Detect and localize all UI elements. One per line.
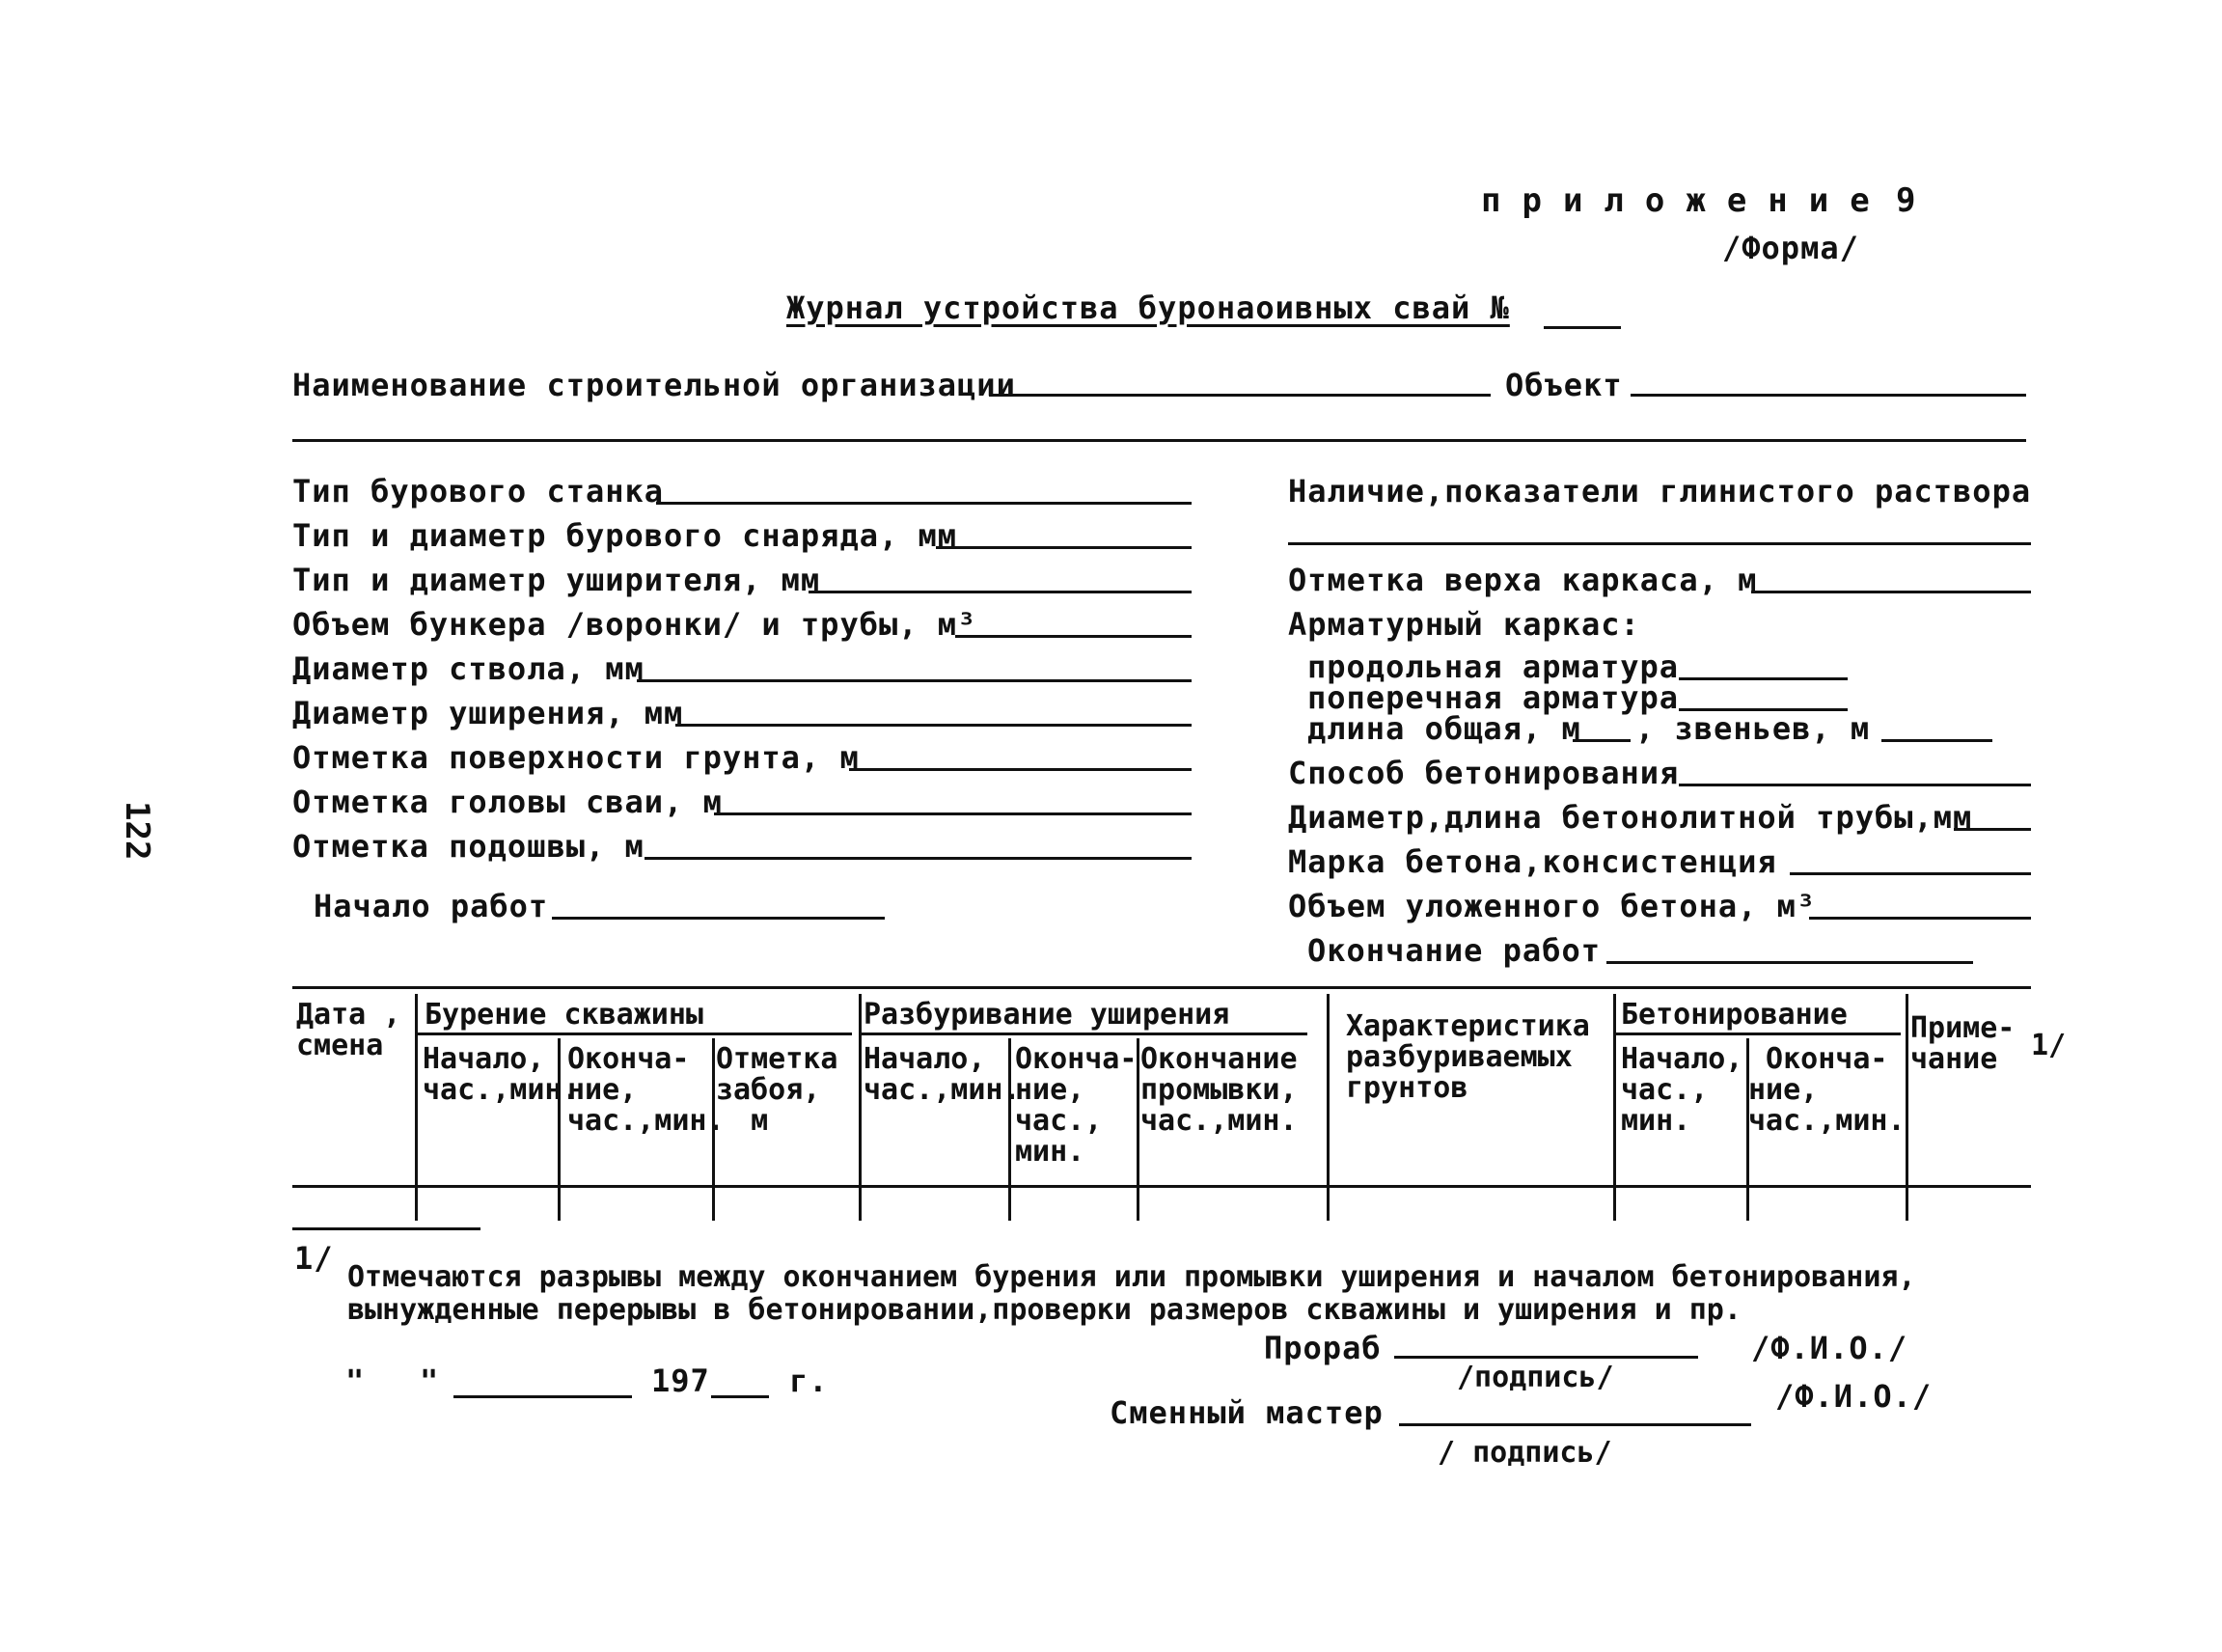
org-name-field[interactable] xyxy=(989,394,1491,397)
group-reaming: Разбуривание уширения xyxy=(864,998,1230,1032)
year-field[interactable] xyxy=(711,1395,769,1398)
org-name-label: Наименование строительной организации xyxy=(292,367,1016,403)
col-drill-end: Оконча- ние, час.,мин. xyxy=(567,1042,725,1138)
date-field[interactable] xyxy=(453,1395,632,1398)
org-name-field-line2[interactable] xyxy=(292,439,2026,442)
clay-solution-label: Наличие,показатели глинистого раствора xyxy=(1288,473,2032,509)
col-conc-end: Оконча- ние, час.,мин. xyxy=(1748,1042,1906,1138)
drill-rig-type-field[interactable] xyxy=(656,502,1192,505)
trans-rebar-label: поперечная арматура xyxy=(1307,679,1680,716)
footnote-text-line2: вынужденные перерывы в бетонировании,проверки размеров скважины и уширения и пр. xyxy=(347,1293,1742,1327)
year-suffix: г. xyxy=(789,1363,829,1399)
rebar-frame-label: Арматурный каркас: xyxy=(1288,606,1640,643)
concrete-volume-label: Объем уложенного бетона, м³ xyxy=(1288,888,1817,924)
col-flush-end: Окончание промывки, час.,мин. xyxy=(1140,1042,1298,1138)
length-field[interactable] xyxy=(1573,739,1631,742)
col-date-shift: Дата , смена xyxy=(296,998,401,1062)
left-field-label: Отметка подошвы, м xyxy=(292,828,645,865)
foreman-signature-field[interactable] xyxy=(1394,1356,1698,1359)
col-drill-start: Начало, час.,мин. xyxy=(423,1042,580,1107)
foreman-fio: /Ф.И.О./ xyxy=(1751,1330,1908,1366)
drilling-group-rule xyxy=(418,1032,852,1035)
links-field[interactable] xyxy=(1881,739,1992,742)
appendix-label: приложение xyxy=(1481,181,1891,220)
footnote-text-line1: Отмечаются разрывы между окончанием бурения или промывки уширения и началом бетонирования, xyxy=(347,1260,1916,1294)
frame-top-field[interactable] xyxy=(1751,591,2031,593)
end-works-label: Окончание работ xyxy=(1307,932,1601,969)
shift-master-fio: /Ф.И.О./ xyxy=(1775,1378,1933,1415)
left-field-label: Тип бурового станка xyxy=(292,473,665,509)
col-ream-end: Оконча- ние, час., мин. xyxy=(1015,1042,1138,1169)
shift-master-signature-field[interactable] xyxy=(1399,1423,1751,1426)
foreman-sign-caption: /подпись/ xyxy=(1457,1361,1614,1394)
concreting-method-label: Способ бетонирования xyxy=(1288,755,1680,791)
footnote-rule xyxy=(292,1227,480,1230)
col-note: Приме- чание xyxy=(1910,1011,2016,1076)
foreman-label: Прораб xyxy=(1264,1330,1382,1366)
left-field-label: Тип и диаметр бурового снаряда, мм xyxy=(292,517,958,554)
length-label: длина общая, м xyxy=(1307,710,1581,747)
concrete-volume-field[interactable] xyxy=(1809,917,2031,920)
col-rule xyxy=(415,994,418,1221)
shift-master-sign-caption: / подпись/ xyxy=(1438,1436,1612,1470)
col-note-ref: 1/ xyxy=(2031,1029,2067,1062)
reaming-diameter-field[interactable] xyxy=(675,724,1192,727)
shift-master-label: Сменный мастер xyxy=(1110,1394,1384,1431)
left-field-label: Объем бункера /воронки/ и трубы, м³ xyxy=(292,606,977,643)
pile-base-field[interactable] xyxy=(645,857,1192,860)
col-rule xyxy=(1327,994,1330,1221)
end-works-field[interactable] xyxy=(1606,961,1973,964)
col-ream-start: Начало, час.,мин. xyxy=(864,1042,1021,1107)
appendix-number: 9 xyxy=(1896,181,1937,220)
date-quote-close: " xyxy=(420,1363,440,1399)
reamer-field[interactable] xyxy=(809,591,1192,593)
object-field[interactable] xyxy=(1631,394,2026,397)
concrete-grade-label: Марка бетона,консистенция xyxy=(1288,843,1777,880)
clay-solution-field[interactable] xyxy=(1288,542,2031,545)
concrete-grade-field[interactable] xyxy=(1790,872,2031,875)
page-number: 122 xyxy=(118,801,156,861)
left-field-label: Диаметр уширения, мм xyxy=(292,695,684,731)
table-top-rule xyxy=(292,986,2031,989)
long-rebar-field[interactable] xyxy=(1679,677,1848,680)
left-field-label: Отметка головы сваи, м xyxy=(292,784,723,820)
col-conc-start: Начало, час., мин. xyxy=(1621,1042,1743,1138)
object-label: Объект xyxy=(1505,367,1623,403)
table-header-bottom-rule xyxy=(292,1185,2031,1188)
start-works-label: Начало работ xyxy=(314,888,549,924)
year-label: 197 xyxy=(651,1363,710,1399)
col-rule xyxy=(1906,994,1908,1221)
col-rule xyxy=(1137,1038,1139,1221)
form-label: /Форма/ xyxy=(1722,230,1859,266)
concreting-method-field[interactable] xyxy=(1679,784,2031,786)
left-field-label: Тип и диаметр уширителя, мм xyxy=(292,562,821,598)
frame-top-label: Отметка верха каркаса, м xyxy=(1288,562,1758,598)
reaming-group-rule xyxy=(862,1032,1307,1035)
shaft-diameter-field[interactable] xyxy=(637,679,1192,682)
col-rule xyxy=(859,994,862,1221)
drill-tool-field[interactable] xyxy=(936,546,1192,549)
pile-head-field[interactable] xyxy=(714,812,1192,815)
links-label: , звеньев, м xyxy=(1635,710,1871,747)
col-soil: Характеристика разбуриваемых грунтов xyxy=(1346,1009,1590,1105)
long-rebar-label: продольная арматура xyxy=(1307,648,1680,685)
ground-level-field[interactable] xyxy=(849,768,1192,771)
pipe-field[interactable] xyxy=(1954,828,2031,831)
left-field-label: Отметка поверхности грунта, м xyxy=(292,739,860,776)
concreting-group-rule xyxy=(1616,1032,1901,1035)
date-quote-open: " xyxy=(345,1363,366,1399)
footnote-mark: 1/ xyxy=(294,1240,334,1277)
page-title: Журнал устройства буронаоивных свай № xyxy=(786,289,1510,326)
group-drilling: Бурение скважины xyxy=(425,998,703,1032)
hopper-volume-field[interactable] xyxy=(955,635,1192,638)
group-concreting: Бетонирование xyxy=(1621,998,1848,1032)
pipe-label: Диаметр,длина бетонолитной трубы,мм xyxy=(1288,799,1973,836)
col-rule xyxy=(1613,994,1616,1221)
start-works-field[interactable] xyxy=(552,917,885,920)
left-field-label: Диаметр ствола, мм xyxy=(292,650,645,687)
col-bottom-mark: Отметка забоя, м xyxy=(716,1042,838,1138)
title-number-line[interactable] xyxy=(1544,326,1621,329)
